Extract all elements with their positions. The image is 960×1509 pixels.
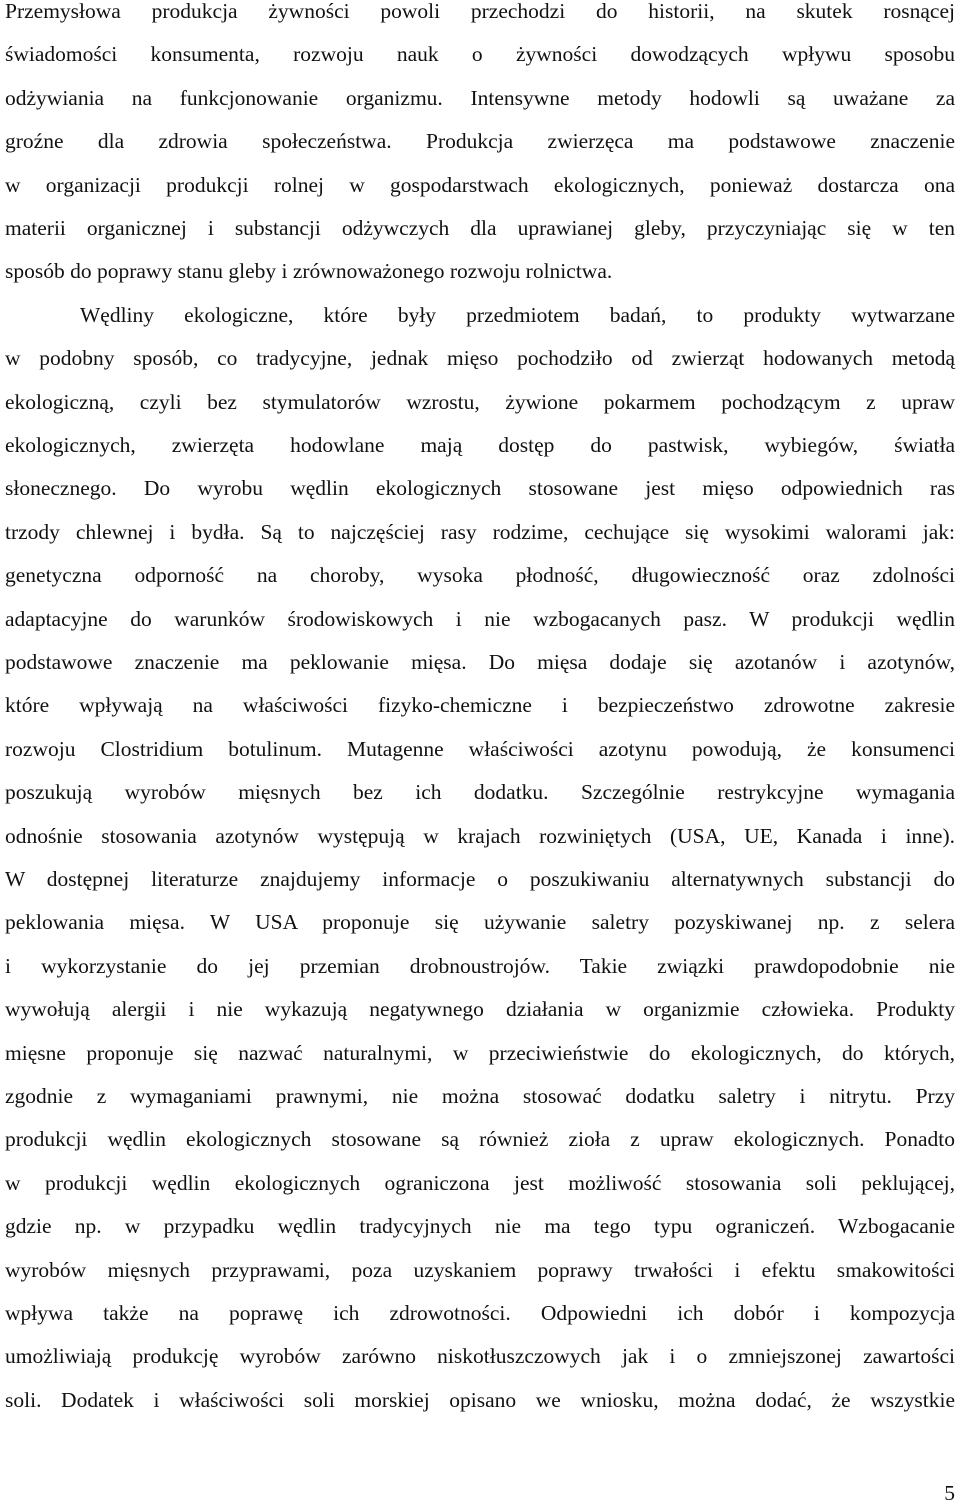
text-line: gdzie np. w przypadku wędlin tradycyjnych nie ma tego typu ograniczeń. Wzbogacanie (5, 1214, 955, 1239)
text-line: groźne dla zdrowia społeczeństwa. Produkcja zwierzęca ma podstawowe znaczenie (5, 129, 955, 154)
text-line: słonecznego. Do wyrobu wędlin ekologicznych stosowane jest mięso odpowiednich ras (5, 476, 955, 501)
text-line: wyrobów mięsnych przyprawami, poza uzyskaniem poprawy trwałości i efektu smakowitości (5, 1257, 955, 1282)
text-line: odżywiania na funkcjonowanie organizmu. Intensywne metody hodowli są uważane za (5, 85, 955, 110)
text-line: odnośnie stosowania azotynów występują w krajach rozwiniętych (USA, UE, Kanada i inne). (5, 823, 955, 848)
text-line: które wpływają na właściwości fizyko-chemiczne i bezpieczeństwo zdrowotne zakresie (5, 693, 955, 718)
text-line: sposób do poprawy stanu gleby i zrównoważonego rozwoju rolnictwa. (5, 259, 613, 284)
text-line: wpływa także na poprawę ich zdrowotności. Odpowiedni ich dobór i kompozycja (5, 1301, 955, 1325)
text-line: peklowania mięsa. W USA proponuje się używanie saletry pozyskiwanej np. z selera (5, 910, 955, 935)
text-line: w podobny sposób, co tradycyjne, jednak mięso pochodziło od zwierząt hodowanych metodą (5, 346, 955, 371)
text-line: podstawowe znaczenie ma peklowanie mięsa. Do mięsa dodaje się azotanów i azotynów, (5, 650, 955, 674)
text-line: rozwoju Clostridium botulinum. Mutagenne właściwości azotynu powodują, że konsumenci (5, 736, 955, 761)
text-line: W dostępnej literaturze znajdujemy informacje o poszukiwaniu alternatywnych substancji do (5, 867, 955, 891)
text-line: Wędliny ekologiczne, które były przedmiotem badań, to produkty wytwarzane (80, 302, 955, 327)
text-line: zgodnie z wymaganiami prawnymi, nie można stosować dodatku saletry i nitrytu. Przy (5, 1084, 955, 1108)
text-line: adaptacyjne do warunków środowiskowych i nie wzbogacanych pasz. W produkcji wędlin (5, 606, 955, 631)
page-number: 5 (944, 1481, 955, 1505)
text-line: w organizacji produkcji rolnej w gospodarstwach ekologicznych, ponieważ dostarcza ona (5, 172, 955, 197)
text-line: ekologiczną, czyli bez stymulatorów wzrostu, żywione pokarmem pochodzącym z upraw (5, 389, 955, 414)
text-line: w produkcji wędlin ekologicznych ograniczona jest możliwość stosowania soli peklującej, (5, 1170, 955, 1195)
text-line: genetyczna odporność na choroby, wysoka płodność, długowieczność oraz zdolności (5, 563, 955, 588)
text-line: i wykorzystanie do jej przemian drobnoustrojów. Takie związki prawdopodobnie nie (5, 953, 955, 978)
text-line: świadomości konsumenta, rozwoju nauk o żywności dowodzących wpływu sposobu (5, 42, 955, 67)
text-line: mięsne proponuje się nazwać naturalnymi, w przeciwieństwie do ekologicznych, do których, (5, 1040, 955, 1065)
text-line: ekologicznych, zwierzęta hodowlane mają dostęp do pastwisk, wybiegów, światła (5, 433, 955, 457)
text-line: wywołują alergii i nie wykazują negatywnego działania w organizmie człowieka. Produkty (5, 997, 955, 1022)
text-line: poszukują wyrobów mięsnych bez ich dodatku. Szczególnie restrykcyjne wymagania (5, 780, 955, 805)
text-line: trzody chlewnej i bydła. Są to najczęściej rasy rodzime, cechujące się wysokimi walorami jak: (5, 519, 955, 544)
text-line: materii organicznej i substancji odżywczych dla uprawianej gleby, przyczyniając się w ten (5, 216, 955, 240)
text-line: soli. Dodatek i właściwości soli morskiej opisano we wniosku, można dodać, że wszystkie (5, 1387, 955, 1412)
text-line: umożliwiają produkcję wyrobów zarówno niskotłuszczowych jak i o zmniejszonej zawartości (5, 1344, 955, 1369)
text-line: produkcji wędlin ekologicznych stosowane są również zioła z upraw ekologicznych. Ponadto (5, 1127, 955, 1152)
text-line: Przemysłowa produkcja żywności powoli przechodzi do historii, na skutek rosnącej (5, 0, 955, 23)
